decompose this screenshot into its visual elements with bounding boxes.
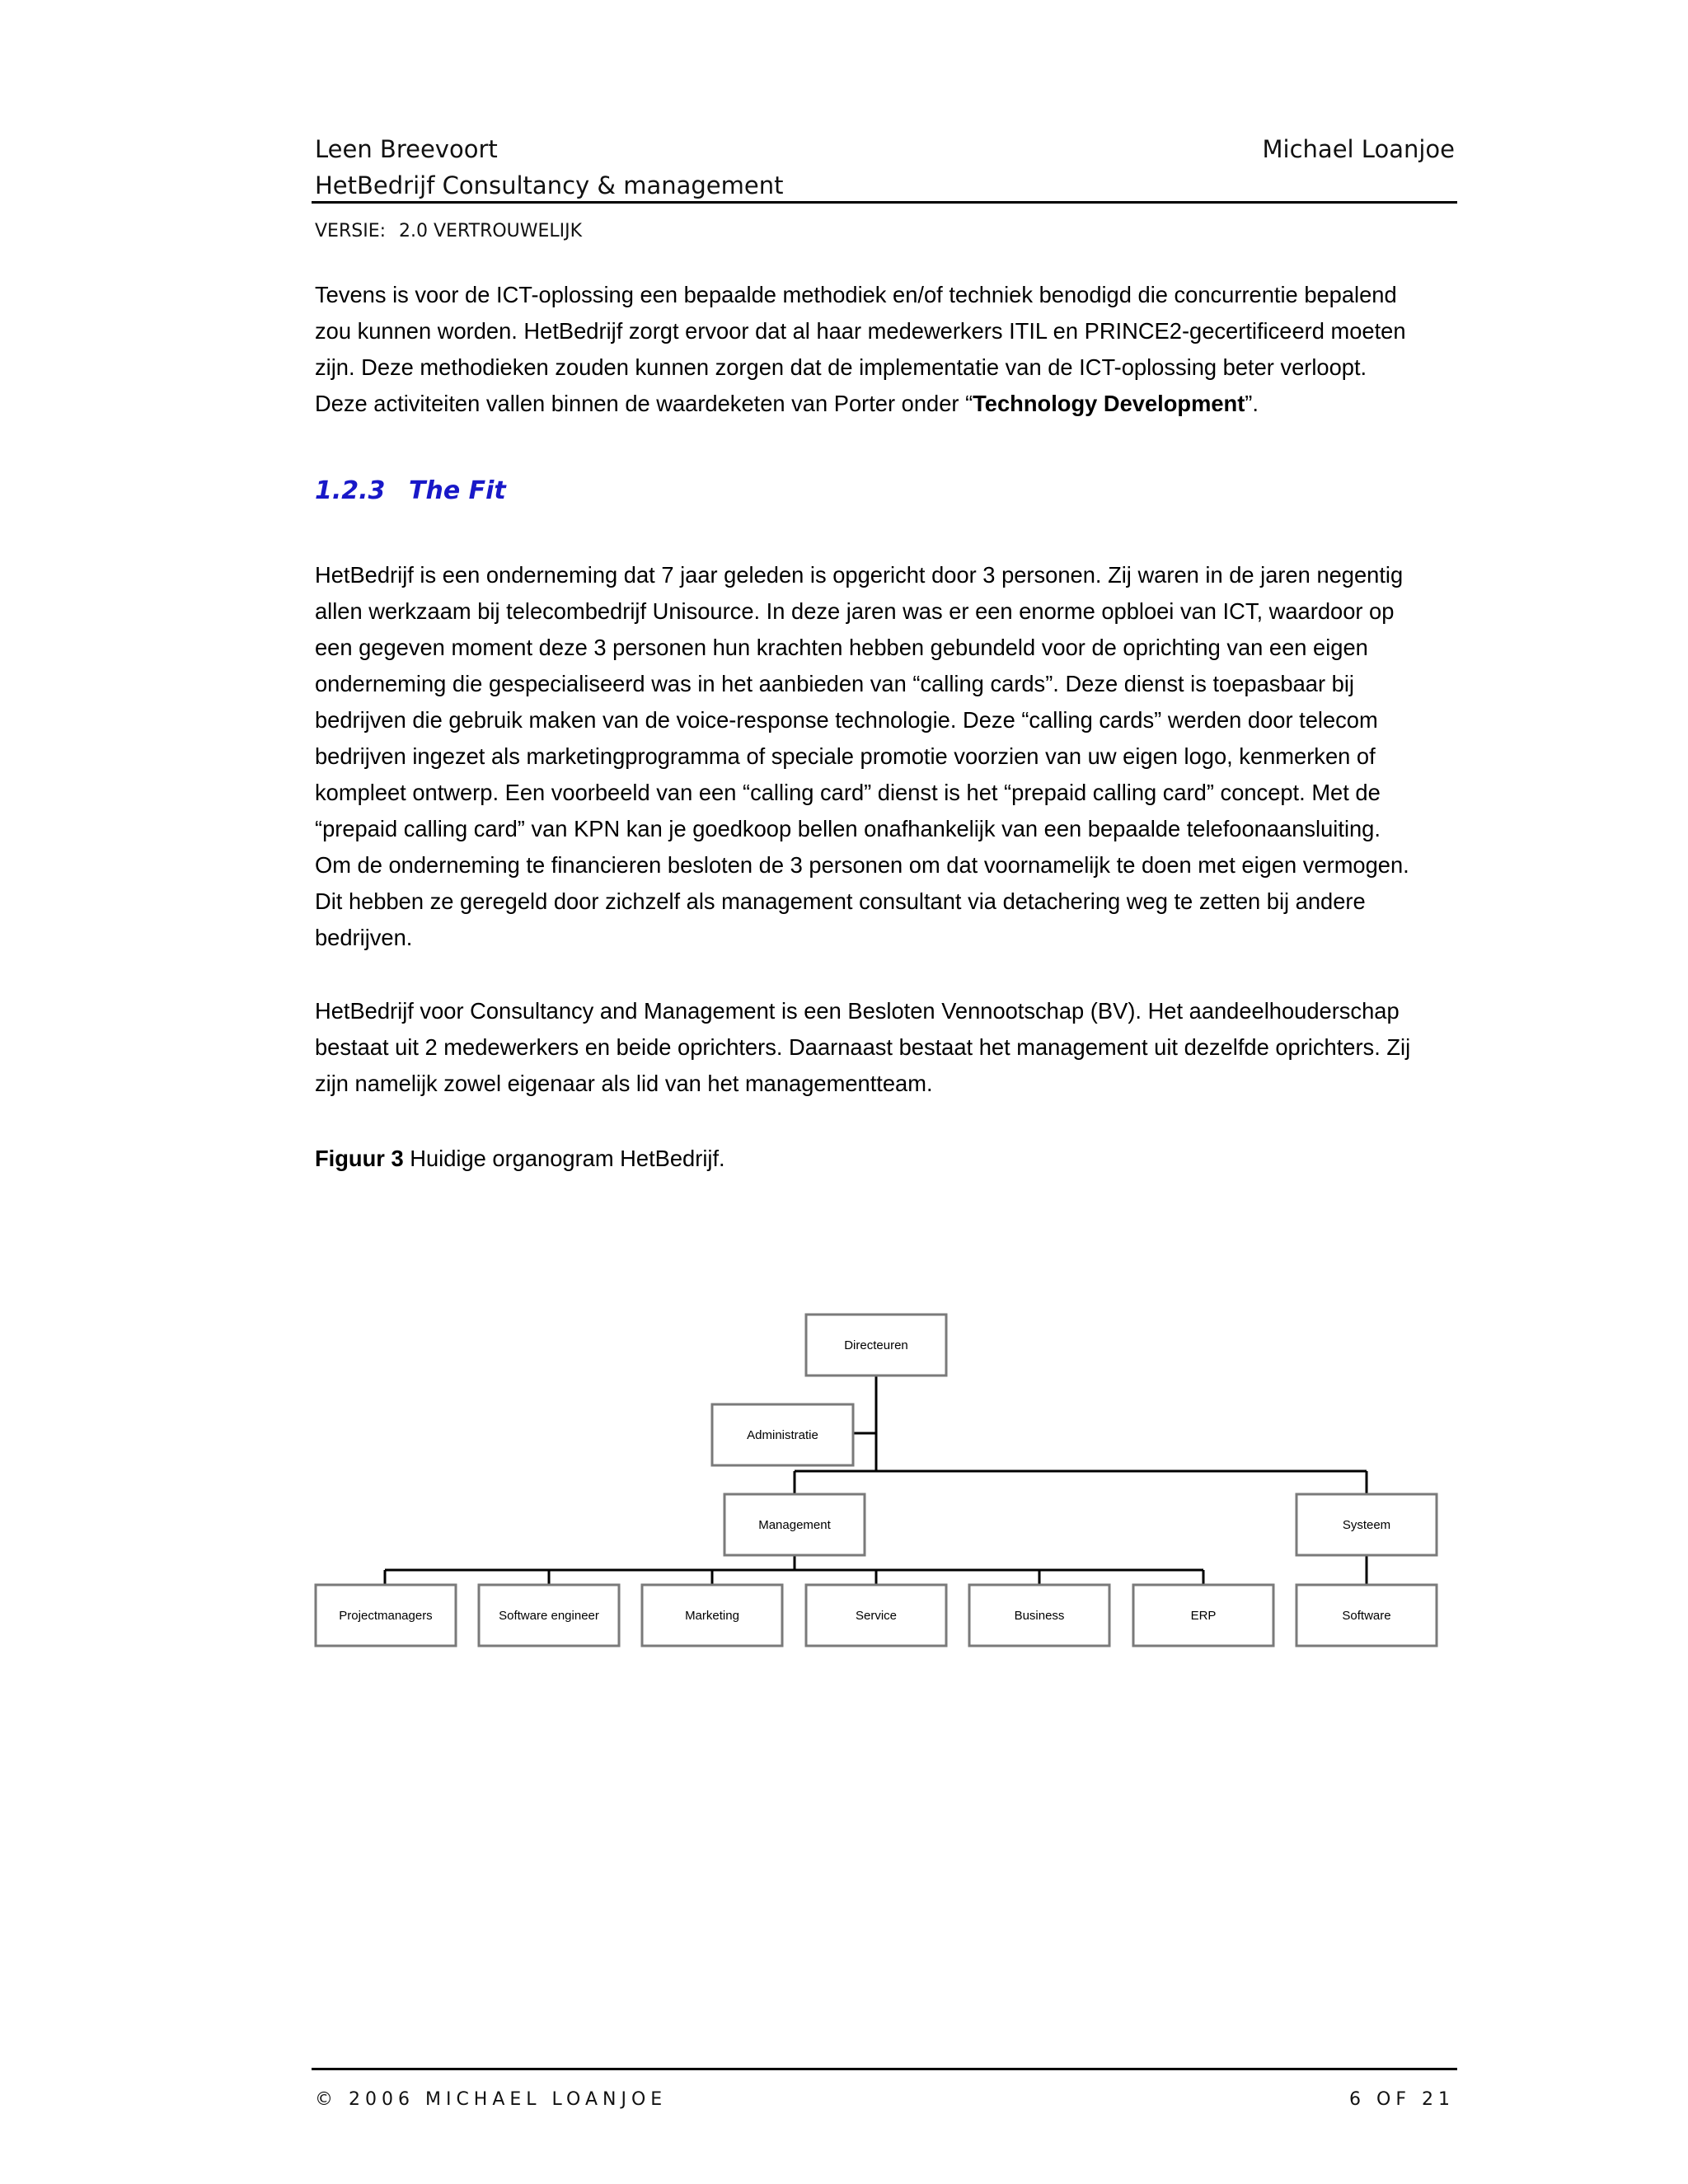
org-label: ERP bbox=[1190, 1608, 1217, 1623]
footer-divider bbox=[312, 2068, 1457, 2070]
org-box-business bbox=[969, 1585, 1109, 1646]
figure-label: Figuur 3 bbox=[315, 1146, 404, 1171]
org-box-erp bbox=[1133, 1585, 1273, 1646]
line-suffix: ”. bbox=[1245, 391, 1259, 416]
org-label: Directeuren bbox=[844, 1338, 908, 1352]
org-box-projectmanagers bbox=[316, 1585, 456, 1646]
org-box-marketing bbox=[642, 1585, 782, 1646]
org-label: Management bbox=[758, 1517, 831, 1532]
org-label: Marketing bbox=[685, 1608, 739, 1623]
org-label: Projectmanagers bbox=[339, 1608, 433, 1623]
org-box-management bbox=[724, 1494, 865, 1555]
connector bbox=[385, 1570, 1203, 1585]
org-box-service bbox=[806, 1585, 946, 1646]
org-box-directeuren bbox=[806, 1315, 946, 1376]
section-title: The Fit bbox=[409, 476, 506, 505]
header-author-left: Leen Breevoort bbox=[315, 135, 498, 163]
org-label: Software bbox=[1342, 1608, 1391, 1623]
org-box-software bbox=[1296, 1585, 1437, 1646]
org-label: Administratie bbox=[747, 1427, 818, 1442]
header-company: HetBedrijf Consultancy & management bbox=[315, 171, 784, 199]
org-label: Systeem bbox=[1342, 1517, 1391, 1532]
paragraph-line: Dit hebben ze geregeld door zichzelf als management consultant via detachering weg te zetten bij andere bbox=[315, 888, 1366, 914]
paragraph-line: zou kunnen worden. HetBedrijf zorgt ervoor dat al haar medewerkers ITIL en PRINCE2-gecertificeerd moeten bbox=[315, 318, 1406, 344]
org-box-systeem bbox=[1296, 1494, 1437, 1555]
version-label: VERSIE: bbox=[315, 221, 387, 241]
header-author-right: Michael Loanjoe bbox=[1262, 135, 1455, 163]
section-number: 1.2.3 bbox=[315, 476, 386, 505]
paragraph-line: “prepaid calling card” van KPN kan je goedkoop bellen onafhankelijk van een bepaalde telefoonaansluiting. bbox=[315, 816, 1381, 841]
paragraph-line: onderneming die gespecialiseerd was in het aanbieden van “calling cards”. Deze dienst is toepasbaar bij bbox=[315, 671, 1354, 696]
paragraph-line: HetBedrijf voor Consultancy and Management is een Besloten Vennootschap (BV). Het aandeelhouderschap bbox=[315, 998, 1400, 1024]
paragraph-line: bedrijven ingezet als marketingprogramma of speciale promotie voorzien van uw eigen logo, kenmerken of bbox=[315, 743, 1376, 769]
paragraph-line: bedrijven. bbox=[315, 925, 413, 950]
paragraph-line: een gegeven moment deze 3 personen hun krachten hebben gebundeld voor de oprichting van een eigen bbox=[315, 635, 1368, 660]
paragraph-line: zijn namelijk zowel eigenaar als lid van het managementteam. bbox=[315, 1071, 933, 1096]
org-label: Software engineer bbox=[499, 1608, 599, 1623]
org-box-software-engineer bbox=[479, 1585, 619, 1646]
version-value: 2.0 VERTROUWELIJK bbox=[399, 221, 583, 241]
org-box-administratie bbox=[712, 1404, 853, 1465]
footer-page-number: 6 OF 21 bbox=[1349, 2089, 1455, 2110]
paragraph-line: kompleet ontwerp. Een voorbeeld van een “calling card” dienst is het “prepaid calling card” concept. Met de bbox=[315, 780, 1381, 805]
paragraph-line: bedrijven die gebruik maken van de voice-response technologie. Deze “calling cards” werden door telecom bbox=[315, 707, 1378, 733]
org-label: Service bbox=[855, 1608, 898, 1623]
paragraph-line: zijn. Deze methodieken zouden kunnen zorgen dat de implementatie van de ICT-oplossing beter verloopt. bbox=[315, 354, 1367, 380]
figure-caption-text: Huidige organogram HetBedrijf. bbox=[403, 1146, 725, 1171]
paragraph-line: Om de onderneming te financieren besloten de 3 personen om dat voornamelijk te doen met eigen vermogen. bbox=[315, 852, 1409, 878]
paragraph-line: bestaat uit 2 medewerkers en beide oprichters. Daarnaast bestaat het management uit dezelfde oprichters. Zij bbox=[315, 1034, 1411, 1060]
footer-copyright: © 2006 MICHAEL LOANJOE bbox=[315, 2089, 668, 2110]
technology-development-term: Technology Development bbox=[973, 391, 1245, 416]
org-label: Business bbox=[1014, 1608, 1065, 1623]
paragraph-line: allen werkzaam bij telecombedrijf Unisource. In deze jaren was er een enorme opbloei van ICT, waardoor op bbox=[315, 598, 1395, 624]
paragraph-line: HetBedrijf is een onderneming dat 7 jaar geleden is opgericht door 3 personen. Zij waren in de jaren negentig bbox=[315, 562, 1404, 588]
paragraph-line: Tevens is voor de ICT-oplossing een bepaalde methodiek en/of techniek benodigd die concurrentie bepalend bbox=[315, 282, 1397, 307]
line-prefix: Deze activiteiten vallen binnen de waardeketen van Porter onder “ bbox=[315, 391, 973, 416]
